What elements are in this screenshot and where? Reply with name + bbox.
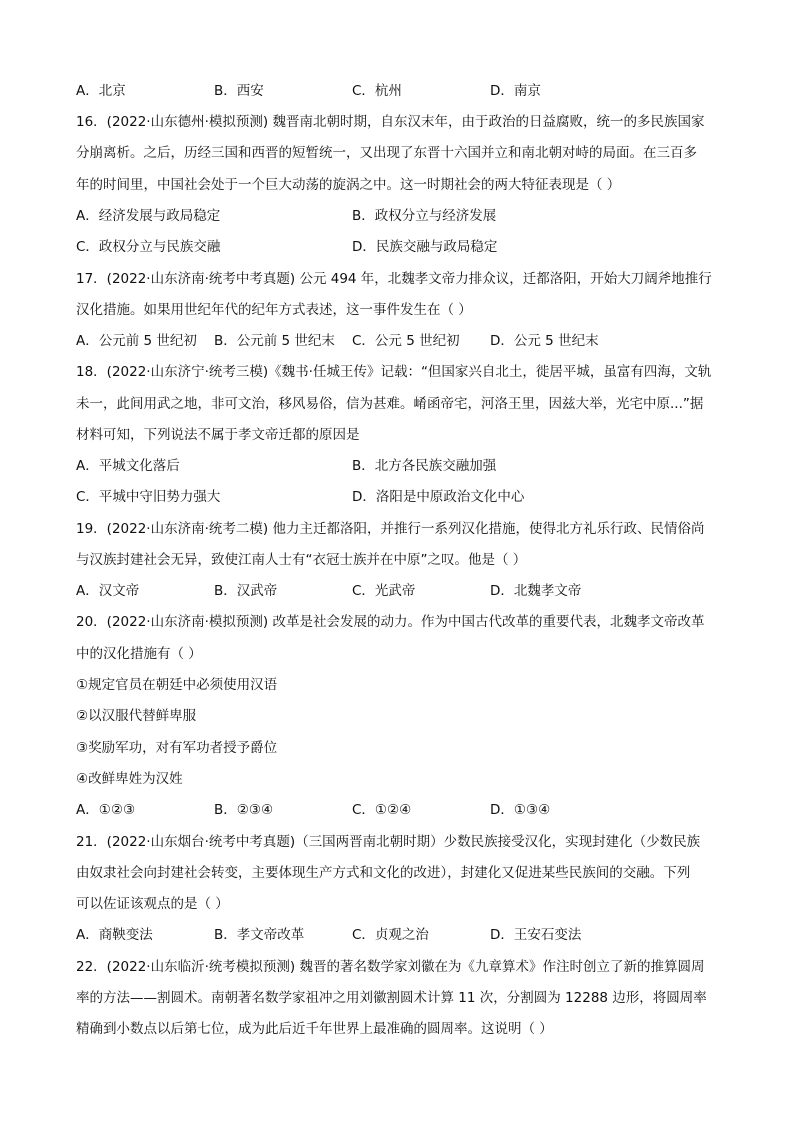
option-d: D．洛阳是中原政治文化中心 xyxy=(352,489,525,505)
option-d: D．南京 xyxy=(490,83,541,99)
option-b: B．西安 xyxy=(214,83,264,99)
question-text-line: 18．(2022·山东济宁·统考三模)《魏书·任城王传》记载：“但国家兴自北土，徙居平城，虽富有四海，文轨 xyxy=(76,364,712,380)
option-d: D．公元 5 世纪末 xyxy=(490,333,599,349)
question-text-line: 17．(2022·山东济南·统考中考真题) 公元 494 年，北魏孝文帝力排众议，迁都洛阳，开始大刀阔斧地推行 xyxy=(76,271,712,287)
option-c: C．贞观之治 xyxy=(352,927,429,943)
question-text-line: 与汉族封建社会无异，致使江南人士有“衣冠士族并在中原”之叹。他是（ ） xyxy=(76,552,527,568)
question-text-line: 由奴隶社会向封建社会转变，主要体现生产方式和文化的改进），封建化又促进某些民族间的交融。下列 xyxy=(76,865,691,881)
option-b: B．孝文帝改革 xyxy=(214,927,305,943)
statement-item: ①规定官员在朝廷中必须使用汉语 xyxy=(76,677,278,693)
option-a: A．①②③ xyxy=(76,802,136,818)
option-d: D．王安石变法 xyxy=(490,927,582,943)
option-a: A．公元前 5 世纪初 xyxy=(76,333,197,349)
option-b: B．政权分立与经济发展 xyxy=(352,208,497,224)
question-text-line: 分崩离析。之后，历经三国和西晋的短暂统一，又出现了东晋十六国并立和南北朝对峙的局面。在三百多 xyxy=(76,145,697,161)
question-text-line: 可以佐证该观点的是（ ） xyxy=(76,896,229,912)
question-text-line: 16．(2022·山东德州·模拟预测) 魏晋南北朝时期，自东汉末年，由于政治的日益腐败，统一的多民族国家 xyxy=(76,114,705,130)
question-text-line: 19．(2022·山东济南·统考二模) 他力主迁都洛阳，并推行一系列汉化措施，使得北方礼乐行政、民情俗尚 xyxy=(76,521,705,537)
statement-item: ②以汉服代替鲜卑服 xyxy=(76,708,197,724)
question-text-line: 20．(2022·山东济南·模拟预测) 改革是社会发展的动力。作为中国古代改革的重要代表，北魏孝文帝改革 xyxy=(76,614,705,630)
option-b: B．汉武帝 xyxy=(214,583,278,599)
question-text-line: 年的时间里，中国社会处于一个巨大动荡的旋涡之中。这一时期社会的两大特征表现是（ ） xyxy=(76,177,621,193)
question-text-line: 率的方法——割圆术。南朝著名数学家祖冲之用刘徽割圆术计算 11 次，分割圆为 12288 边形，将圆周率 xyxy=(76,990,707,1006)
option-c: C．平城中守旧势力强大 xyxy=(76,489,221,505)
option-b: B．②③④ xyxy=(214,802,274,818)
option-d: D．民族交融与政局稳定 xyxy=(352,239,498,255)
option-a: A．经济发展与政局稳定 xyxy=(76,208,221,224)
option-c: C．①②④ xyxy=(352,802,412,818)
question-text-line: 中的汉化措施有（ ） xyxy=(76,646,202,662)
option-b: B．北方各民族交融加强 xyxy=(352,458,497,474)
statement-item: ④改鲜卑姓为汉姓 xyxy=(76,771,183,787)
option-d: D．北魏孝文帝 xyxy=(490,583,582,599)
question-text-line: 未一，此间用武之地，非可文治，移风易俗，信为甚难。崤函帝宅，河洛王里，因兹大举，光宅中原...”据 xyxy=(76,396,704,412)
question-text-line: 精确到小数点以后第七位，成为此后近千年世界上最准确的圆周率。这说明（ ） xyxy=(76,1021,553,1037)
question-text-line: 材料可知，下列说法不属于孝文帝迁都的原因是 xyxy=(76,427,360,443)
option-c: C．光武帝 xyxy=(352,583,416,599)
statement-item: ③奖励军功，对有军功者授予爵位 xyxy=(76,740,278,756)
option-a: A．北京 xyxy=(76,83,126,99)
option-a: A．商鞅变法 xyxy=(76,927,153,943)
question-text-line: 汉化措施。如果用世纪年代的纪年方式表述，这一事件发生在（ ） xyxy=(76,302,472,318)
option-a: A．平城文化落后 xyxy=(76,458,180,474)
option-c: C．政权分立与民族交融 xyxy=(76,239,221,255)
option-c: C．公元 5 世纪初 xyxy=(352,333,460,349)
question-text-line: 22．(2022·山东临沂·统考模拟预测) 魏晋的著名数学家刘徽在为《九章算术》作注时创立了新的推算圆周 xyxy=(76,959,705,975)
option-b: B．公元前 5 世纪末 xyxy=(214,333,335,349)
option-a: A．汉文帝 xyxy=(76,583,140,599)
option-d: D．①③④ xyxy=(490,802,551,818)
question-text-line: 21．(2022·山东烟台·统考中考真题)（三国两晋南北朝时期）少数民族接受汉化，实现封建化（少数民族 xyxy=(76,834,701,850)
option-c: C．杭州 xyxy=(352,83,402,99)
